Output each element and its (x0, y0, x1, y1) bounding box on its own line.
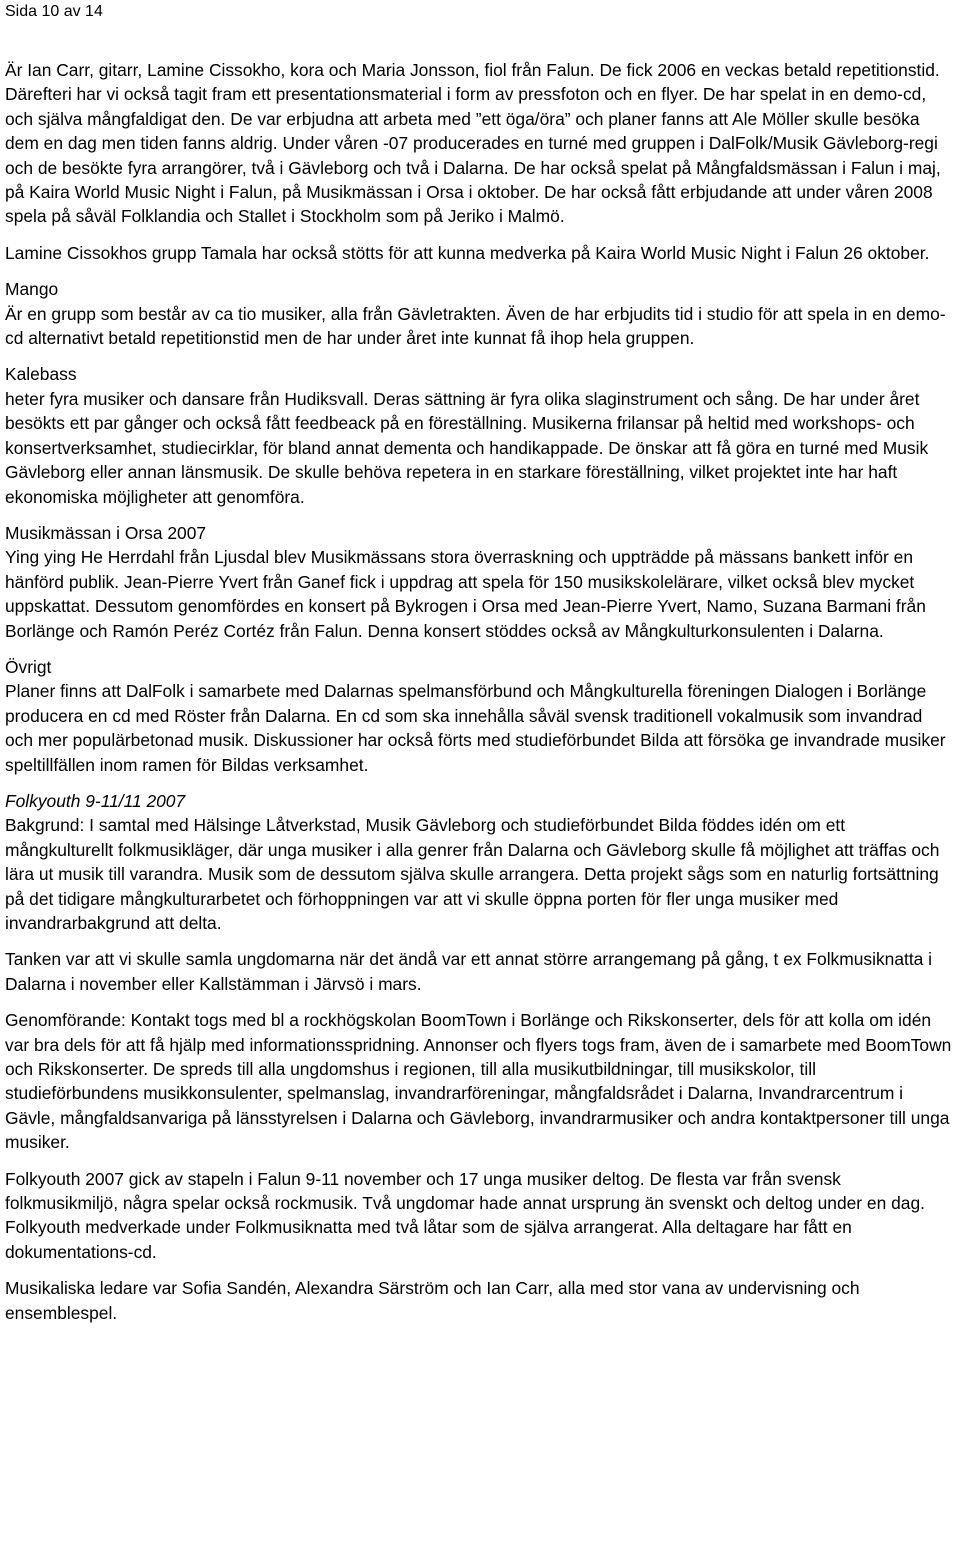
document-body (5, 58, 953, 1337)
ovrigt-heading: Övrigt (5, 656, 52, 677)
kalebass-section (5, 362, 953, 508)
mango-section (5, 277, 953, 350)
intro-paragraph: Är Ian Carr, gitarr, Lamine Cissokho, kora och Maria Jonsson, fiol från Falun. De fick 2006 en veckas betald repetitionstid. Därefteri har vi också tagit fram ett presentationsmaterial i form av pressfoton och en flyer. De har spelat in en demo-cd, och själva mångfaldigat den. De var erbjudna att arbeta med ”ett öga/öra” och planer fanns att Ale Möller skulle besöka dem en dag men tiden fanns aldrig. Under våren -07 producerades en turné med gruppen i DalFolk/Musik Gävleborg-regi och de besökte fyra arrangörer, två i Gävleborg och två i Dalarna. De har också spelat på Mångfaldsmässan i Falun i maj, på Kaira World Music Night i Falun, på Musikmässan i Orsa i oktober. De har också fått erbjudande att under våren 2008 spela på såväl Folklandia och Stallet i Stockholm som på Jeriko i Malmö. (5, 60, 941, 227)
musikmassan-text: Ying ying He Herrdahl från Ljusdal blev Musikmässans stora överraskning och uppträdde på mässans bankett inför en hänförd publik. Jean-Pierre Yvert från Ganef fick i uppdrag att spela för 150 musikskolelärare, vilket också blev mycket uppskattat. Dessutom genomfördes en konsert på Bykrogen i Orsa med Jean-Pierre Yvert, Namo, Suzana Barmani från Borlänge och Ramón Peréz Cortéz från Falun. Denna konsert stöddes också av Mångkulturkonsulenten i Dalarna. (5, 547, 926, 641)
mango-heading: Mango (5, 279, 59, 300)
ovrigt-section (5, 655, 953, 777)
mango-text: Är en grupp som består av ca tio musiker, alla från Gävletrakten. Även de har erbjudits tid i studio för att spela in en demo-cd alternativt betald repetitionstid men de har under året inte kunnat få ihop hela gruppen. (5, 303, 946, 349)
kalebass-text: heter fyra musiker och dansare från Hudiksvall. Deras sättning är fyra olika slaginstrument och sång. De har under året besökts ett par gånger och också fått feedbeack på en föreställning. Musikerna frilansar på heltid med workshops- och konsertverksamhet, studiecirklar, för bland annat dementa och handikappade. De önskar att få göra en turné med Musik Gävleborg eller annan länsmusik. De skulle behöva repetera in en starkare föreställning, vilket projektet inte har haft ekonomiska möjligheter att genomföra. (5, 388, 929, 507)
musikmassan-section (5, 521, 953, 643)
kalebass-heading: Kalebass (5, 364, 77, 385)
folkyouth-paragraph: Bakgrund: I samtal med Hälsinge Låtverkstad, Musik Gävleborg och studieförbundet Bilda föddes idén om ett mångkulturellt folkmusikläger, där unga musiker i alla genrer från Dalarna och Gävleborg skulle få möjlighet att träffas och lära ut musik till varandra. Musik som de dessutom själva skulle arrangera. Detta projekt sågs som en naturlig fortsättning på det tidigare mångkulturarbetet och förhoppningen var att vi skulle öppna porten för fler unga musiker med invandrarbakgrund att delta. (5, 815, 940, 933)
page-number: Sida 10 av 14 (5, 3, 103, 20)
tamala-paragraph: Lamine Cissokhos grupp Tamala har också stötts för att kunna medverka på Kaira World Music Night i Falun 26 oktober. (5, 242, 930, 263)
folkyouth-paragraph: Tanken var att vi skulle samla ungdomarna när det ändå var ett annat större arrangemang på gång, t ex Folkmusiknatta i Dalarna i november eller Kallstämman i Järvsö i mars. (5, 949, 933, 994)
folkyouth-paragraph: Genomförande: Kontakt togs med bl a rockhögskolan BoomTown i Borlänge och Rikskonserter, dels för att kolla om idén var bra dels för att få hjälp med informationsspridning. Annonser och flyers togs fram, även de i samarbete med BoomTown och Rikskonserter. De spreds till alla ungdomshus i regionen, till alla musikutbildningar, till musikskolor, till studieförbundens musikkonsulenter, spelmanslag, invandrarföreningar, mångfaldsrådet i Dalarna, Invandrarcentrum i Gävle, mångfaldsanvariga på länsstyrelsen i Dalarna och Gävleborg, invandrarmusiker och andra kontaktpersoner till unga musiker. (5, 1010, 952, 1153)
musikmassan-heading: Musikmässan i Orsa 2007 (5, 522, 207, 543)
folkyouth-section (5, 789, 953, 1325)
folkyouth-paragraph: Musikaliska ledare var Sofia Sandén, Alexandra Särström och Ian Carr, alla med stor vana av undervisning och ensemblespel. (5, 1278, 860, 1323)
ovrigt-text: Planer finns att DalFolk i samarbete med Dalarnas spelmansförbund och Mångkulturella föreningen Dialogen i Borlänge producera en cd med Röster från Dalarna. En cd som ska innehålla såväl svensk traditionell vokalmusik som invandrad och mer populärbetonad musik. Diskussioner har också förts med studieförbundet Bilda att försöka ge invandrade musiker speltillfällen inom ramen för Bildas verksamhet. (5, 681, 946, 775)
folkyouth-heading: Folkyouth 9-11/11 2007 (5, 790, 186, 811)
folkyouth-paragraph: Folkyouth 2007 gick av stapeln i Falun 9-11 november och 17 unga musiker deltog. De flesta var från svensk folkmusikmiljö, några spelar också rockmusik. Två ungdomar hade annat ursprung än svenskt och deltog under en dag. Folkyouth medverkade under Folkmusiknatta med två låtar som de själva arrangerat. Alla deltagare har fått en dokumentations-cd. (5, 1168, 925, 1262)
